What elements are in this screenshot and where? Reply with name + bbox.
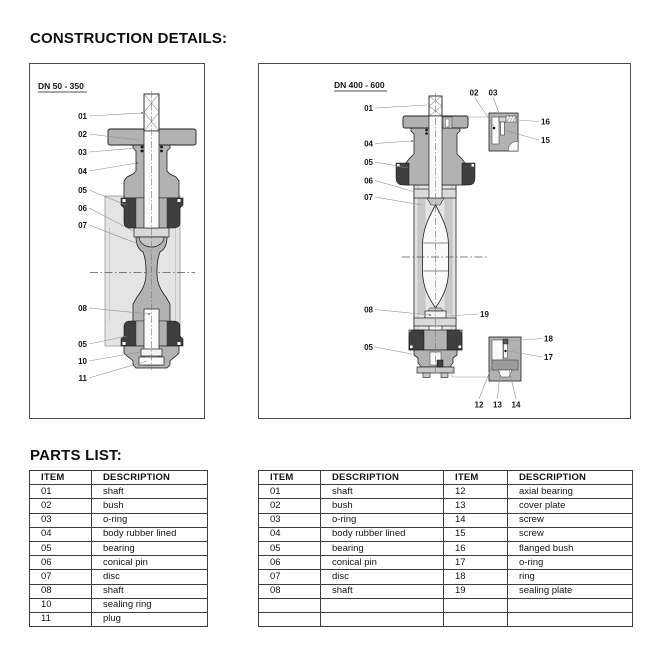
description-header: DESCRIPTION [92,471,208,485]
callout-label: 07 [78,220,87,230]
table-row [30,570,208,584]
item-cell: 03 [259,513,321,527]
callout-labels-right [364,88,553,409]
item-cell: 19 [444,584,508,598]
description-cell: disc [321,570,444,584]
description-cell: bearing [92,541,208,555]
dn-range-label: DN 50 - 350 [38,81,84,91]
item-cell: 17 [444,556,508,570]
item-cell: 01 [259,485,321,499]
item-cell: 14 [444,513,508,527]
table-row [259,527,633,541]
callout-label: 06 [364,176,373,186]
description-cell: axial bearing [508,485,633,499]
description-cell: bearing [321,541,444,555]
callout-label: 05 [364,157,373,167]
description-cell: sealing ring [92,598,208,612]
callout-label: 02 [78,129,87,139]
table-row [259,499,633,513]
description-cell: conical pin [92,556,208,570]
item-cell: 02 [259,499,321,513]
item-cell [259,612,321,626]
table-row [259,612,633,626]
magnified-inset-bottom [452,337,521,381]
item-cell: 05 [259,541,321,555]
item-cell: 08 [30,584,92,598]
item-cell: 04 [30,527,92,541]
callout-label: 05 [78,339,87,349]
table-row [30,584,208,598]
item-header: ITEM [259,471,321,485]
item-cell: 13 [444,499,508,513]
description-cell: shaft [92,485,208,499]
parts-list-title: PARTS LIST: [30,447,122,464]
description-cell [508,612,633,626]
description-cell [508,598,633,612]
description-cell: body rubber lined [321,527,444,541]
callout-label: 04 [78,166,87,176]
parts-table-right [258,470,633,627]
description-cell: o-ring [508,556,633,570]
valve-drawing-dn400-600 [259,64,630,418]
item-cell: 04 [259,527,321,541]
item-cell [444,598,508,612]
dn-range-label: DN 400 - 600 [334,80,385,90]
table-row [259,570,633,584]
range-label-dn50 [38,81,87,92]
description-cell: shaft [92,584,208,598]
table-row [30,598,208,612]
table-row [30,612,208,626]
item-cell: 07 [259,570,321,584]
item-cell: 11 [30,612,92,626]
valve-body-small [90,91,196,370]
callout-label: 19 [480,309,489,319]
item-cell: 10 [30,598,92,612]
description-cell [321,598,444,612]
table-row [30,485,208,499]
description-cell: disc [92,570,208,584]
description-cell: ring [508,570,633,584]
item-cell: 08 [259,584,321,598]
callout-labels-left [78,112,87,383]
callout-label: 14 [511,400,521,410]
callout-label: 17 [544,352,553,362]
callout-label: 01 [364,103,373,113]
table-row [259,513,633,527]
callout-label: 13 [493,400,502,410]
description-cell: conical pin [321,556,444,570]
table-header-row [30,471,208,485]
table-row [259,541,633,555]
item-cell: 06 [30,556,92,570]
description-cell: body rubber lined [92,527,208,541]
callout-label: 03 [78,147,87,157]
description-header: DESCRIPTION [508,471,633,485]
table-header-row [259,471,633,485]
parts-table-left [29,470,208,627]
callout-label: 11 [78,373,87,383]
table-row [259,584,633,598]
table-row [30,527,208,541]
item-cell: 16 [444,541,508,555]
callout-label: 10 [78,356,87,366]
item-cell: 15 [444,527,508,541]
callout-label: 03 [488,88,498,98]
table-row [30,499,208,513]
callout-label: 08 [78,303,87,313]
description-cell: screw [508,513,633,527]
construction-details-title: CONSTRUCTION DETAILS: [30,30,228,47]
description-header: DESCRIPTION [321,471,444,485]
description-cell: bush [321,499,444,513]
table-row [259,556,633,570]
callout-label: 18 [544,334,553,344]
callout-label: 16 [541,117,550,127]
description-cell: sealing plate [508,584,633,598]
description-cell: plug [92,612,208,626]
description-cell: screw [508,527,633,541]
table-row [30,541,208,555]
description-cell: shaft [321,485,444,499]
description-cell [321,612,444,626]
item-cell: 03 [30,513,92,527]
item-cell: 06 [259,556,321,570]
diagram-dn400-600 [258,63,631,419]
callout-label: 06 [78,203,87,213]
table-row [30,556,208,570]
description-cell: o-ring [321,513,444,527]
callout-label: 04 [364,139,373,149]
diagram-dn50-350 [29,63,205,419]
callout-label: 12 [474,400,484,410]
table-row [259,485,633,499]
callout-label: 07 [364,192,373,202]
callout-label: 05 [364,342,373,352]
description-cell: o-ring [92,513,208,527]
item-header: ITEM [30,471,92,485]
item-cell: 05 [30,541,92,555]
callout-label: 15 [541,135,550,145]
callout-label: 05 [78,185,87,195]
item-cell: 02 [30,499,92,513]
range-label-dn400 [334,80,387,91]
valve-body-large [396,93,487,378]
table-row [30,513,208,527]
callout-label: 01 [78,111,87,121]
table-row [259,598,633,612]
item-cell: 18 [444,570,508,584]
item-cell [259,598,321,612]
callout-label: 02 [469,88,479,98]
valve-drawing-dn50-350 [30,64,204,418]
description-cell: flanged bush [508,541,633,555]
description-cell: shaft [321,584,444,598]
callout-label: 08 [364,305,373,315]
item-cell: 12 [444,485,508,499]
item-cell: 07 [30,570,92,584]
item-cell: 01 [30,485,92,499]
description-cell: cover plate [508,499,633,513]
item-header: ITEM [444,471,508,485]
description-cell: bush [92,499,208,513]
item-cell [444,612,508,626]
